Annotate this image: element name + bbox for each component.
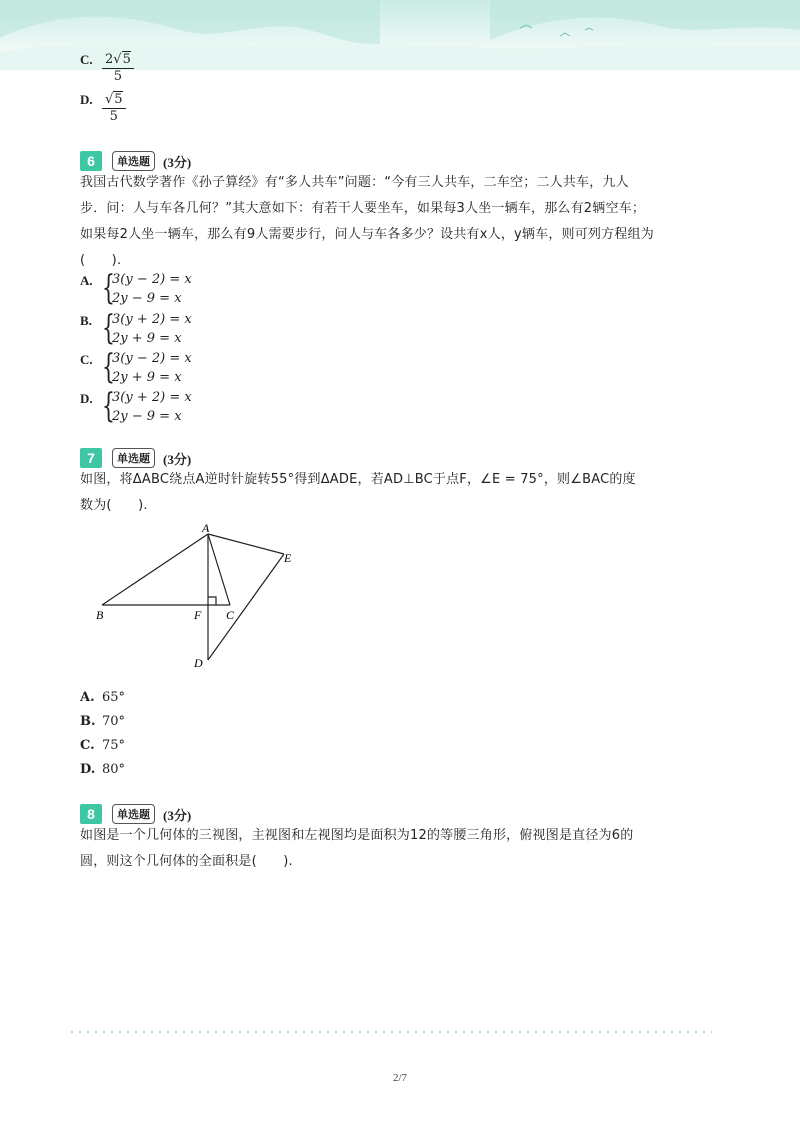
equation-system	[102, 388, 192, 426]
point-label-a: A	[202, 522, 210, 535]
segment-ae	[208, 534, 284, 554]
stem-line: 如图，将ΔABC绕点A逆时针旋转55°得到ΔADE，若AD⊥BC于点F，∠E = 75°，则∠BAC的度	[80, 472, 636, 487]
point-label-f: F	[194, 608, 202, 622]
option-label: B.	[80, 714, 96, 729]
option-label: C.	[80, 352, 93, 367]
q6-option-a[interactable]	[80, 270, 192, 308]
fraction: $\frac{√5}{5}$	[102, 92, 126, 125]
segment-ac	[208, 534, 230, 605]
denominator: 5	[109, 109, 118, 124]
point-label-e: E	[284, 551, 292, 565]
equation-system	[102, 270, 192, 308]
equation: 2y + 9 = x	[112, 370, 182, 385]
question-score: (3分)	[163, 154, 192, 170]
brace-icon: {	[102, 308, 115, 348]
question-number-badge: 7	[80, 448, 102, 468]
question-type-tag: 单选题	[112, 448, 155, 468]
q6-stem	[80, 170, 720, 274]
option-label: C.	[80, 52, 93, 67]
equation-system	[102, 310, 192, 348]
radicand: 5	[114, 92, 123, 107]
triangle-rotation-figure	[90, 522, 310, 672]
q6-option-b[interactable]	[80, 310, 192, 348]
equation: 2y − 9 = x	[112, 291, 182, 306]
option-text: 80°	[102, 762, 126, 777]
equation: 2y − 9 = x	[112, 409, 182, 424]
point-label-c: C	[226, 608, 235, 622]
option-label: A.	[80, 690, 95, 705]
q7-option-d[interactable]	[80, 762, 125, 777]
question-type-tag: 单选题	[112, 151, 155, 171]
question-score: (3分)	[163, 451, 192, 467]
equation: 3(y − 2) = x	[112, 351, 192, 366]
option-label: B.	[80, 313, 92, 328]
question-score: (3分)	[163, 807, 192, 823]
equation-system	[102, 349, 192, 387]
footer-divider	[68, 1031, 712, 1033]
stem-line: 如果每2人坐一辆车，那么有9人需要步行，问人与车各多少？设共有x人，y辆车，则可列方程组为	[80, 227, 654, 242]
q8-header	[80, 804, 191, 824]
equation: 3(y + 2) = x	[112, 390, 192, 405]
stem-line: 如图是一个几何体的三视图，主视图和左视图均是面积为12的等腰三角形，俯视图是直径为6的	[80, 828, 634, 843]
option-label: D.	[80, 92, 93, 107]
q7-stem	[80, 467, 720, 519]
point-label-d: D	[194, 656, 203, 670]
q7-option-a[interactable]	[80, 690, 125, 705]
q7-header	[80, 448, 191, 468]
equation: 2y + 9 = x	[112, 331, 182, 346]
option-label: D.	[80, 762, 96, 777]
q6-option-c[interactable]	[80, 349, 192, 387]
coefficient: 2	[105, 52, 114, 67]
option-text: 65°	[102, 690, 126, 705]
q6-header	[80, 151, 191, 171]
q5-option-d[interactable]	[80, 92, 126, 125]
equation: 3(y − 2) = x	[112, 272, 192, 287]
stem-line: ( ).	[80, 253, 122, 268]
equation: 3(y + 2) = x	[112, 312, 192, 327]
question-type-tag: 单选题	[112, 804, 155, 824]
option-text: 70°	[102, 714, 126, 729]
option-label: D.	[80, 391, 93, 406]
option-text: 75°	[102, 738, 126, 753]
stem-line: 我国古代数学著作《孙子算经》有“多人共车”问题：“今有三人共车，二车空；二人共车，九人	[80, 175, 629, 190]
radicand: 5	[122, 52, 131, 67]
q7-option-c[interactable]	[80, 738, 125, 753]
stem-line: 数为( ).	[80, 498, 148, 513]
fraction: $\frac{2√5}{5}$	[102, 52, 134, 85]
q5-option-c[interactable]	[80, 52, 134, 85]
page-number: 2/7	[392, 1072, 408, 1084]
option-label: C.	[80, 738, 95, 753]
q7-option-b[interactable]	[80, 714, 125, 729]
segment-ab	[102, 534, 208, 605]
question-number-badge: 8	[80, 804, 102, 824]
q8-stem	[80, 823, 720, 875]
right-angle-mark	[208, 597, 216, 605]
stem-line: 步．问：人与车各几何？”其大意如下：有若干人要坐车，如果每3人坐一辆车，那么有2辆空车；	[80, 201, 646, 216]
option-label: A.	[80, 273, 93, 288]
brace-icon: {	[102, 386, 115, 426]
denominator: 5	[113, 69, 123, 84]
stem-line: 圆，则这个几何体的全面积是( ).	[80, 854, 293, 869]
brace-icon: {	[102, 347, 115, 387]
question-number-badge: 6	[80, 151, 102, 171]
brace-icon: {	[102, 268, 115, 308]
point-label-b: B	[96, 608, 104, 622]
q6-option-d[interactable]	[80, 388, 192, 426]
